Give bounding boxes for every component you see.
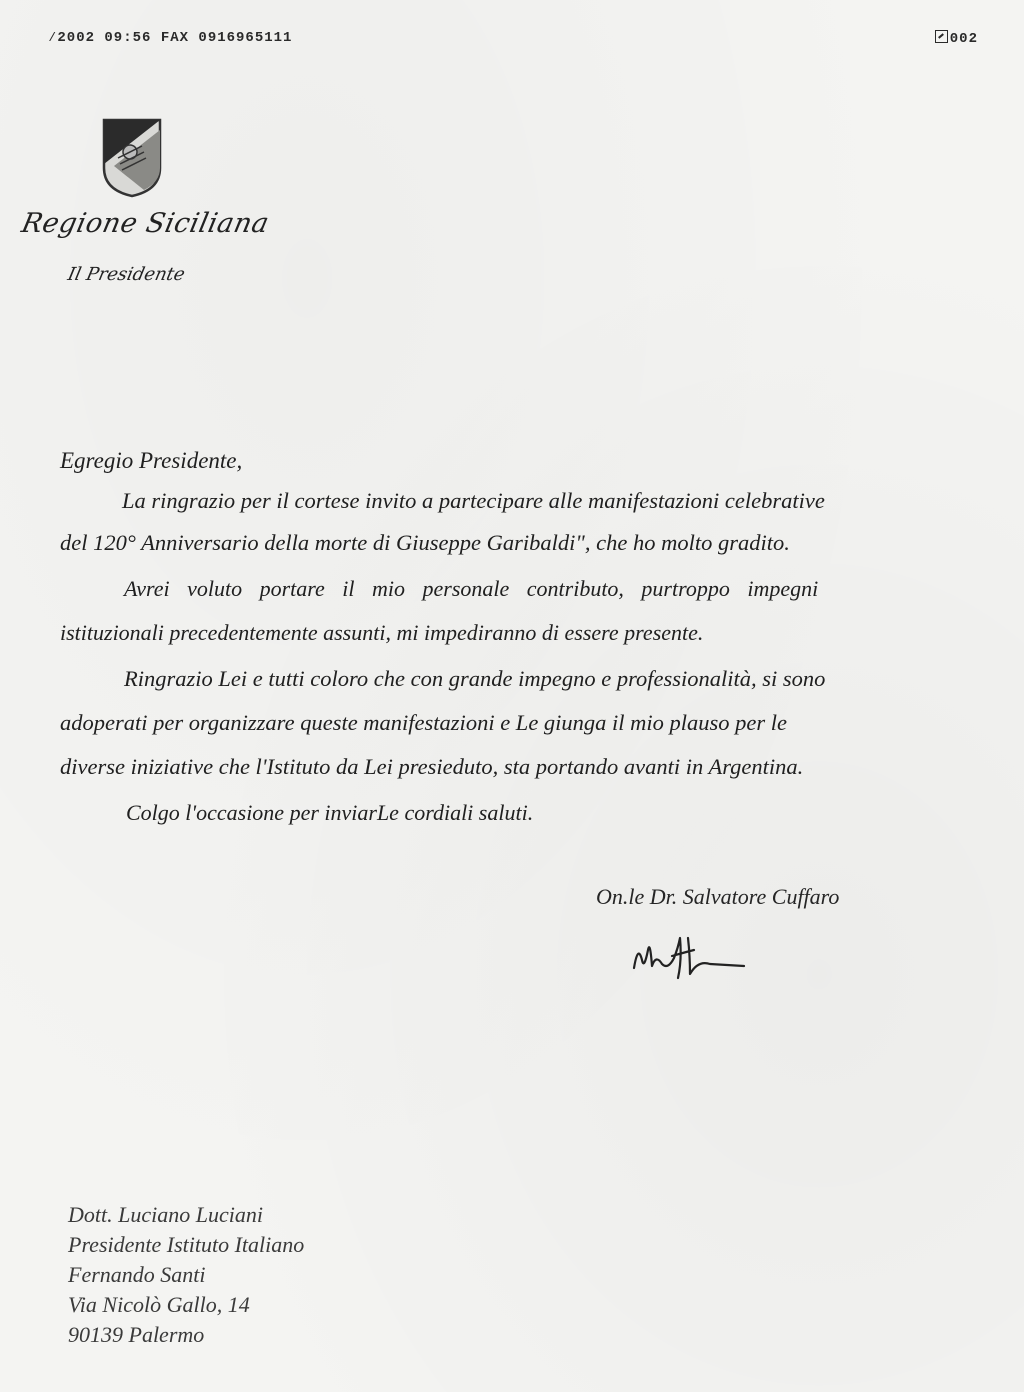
fax-header-left: ⁄2002 09:56 FAX 0916965111 bbox=[48, 30, 293, 46]
sender-name: On.le Dr. Salvatore Cuffaro bbox=[596, 884, 840, 909]
letter-line-6: adoperati per organizzare queste manifestazioni e Le giunga il mio plauso per le bbox=[60, 710, 788, 735]
recipient-line-5: 90139 Palermo bbox=[68, 1322, 205, 1347]
fax-page-number: 002 bbox=[949, 31, 978, 47]
letter-line-5: Ringrazio Lei e tutti coloro che con grande impegno e professionalità, si sono bbox=[124, 666, 826, 691]
fax-header bbox=[48, 30, 978, 52]
letterhead-title: Regione Siciliana bbox=[18, 208, 272, 239]
recipient-line-3: Fernando Santi bbox=[68, 1262, 206, 1287]
letter-line-8: Colgo l'occasione per inviarLe cordiali saluti. bbox=[126, 800, 534, 825]
fax-header-right bbox=[935, 30, 978, 47]
letter-line-2: del 120° Anniversario della morte di Giuseppe Garibaldi", che ho molto gradito. bbox=[60, 530, 790, 555]
letter-line-3: Avrei voluto portare il mio personale contributo, purtroppo impegni bbox=[124, 576, 819, 601]
recipient-line-2: Presidente Istituto Italiano bbox=[68, 1232, 305, 1257]
coat-of-arms-icon bbox=[100, 116, 164, 198]
handwritten-signature-icon bbox=[628, 930, 758, 984]
recipient-line-4: Via Nicolò Gallo, 14 bbox=[68, 1292, 250, 1317]
salutation: Egregio Presidente, bbox=[60, 448, 243, 473]
letter-line-4: istituzionali precedentemente assunti, mi impediranno di essere presente. bbox=[60, 620, 704, 645]
letter-line-1: La ringrazio per il cortese invito a partecipare alle manifestazioni celebrative bbox=[122, 488, 825, 513]
letter-line-7: diverse iniziative che l'Istituto da Lei presieduto, sta portando avanti in Argentina. bbox=[60, 754, 804, 779]
recipient-line-1: Dott. Luciano Luciani bbox=[68, 1202, 263, 1227]
fax-page-icon bbox=[935, 30, 948, 43]
letterhead-subtitle: Il Presidente bbox=[65, 264, 187, 285]
